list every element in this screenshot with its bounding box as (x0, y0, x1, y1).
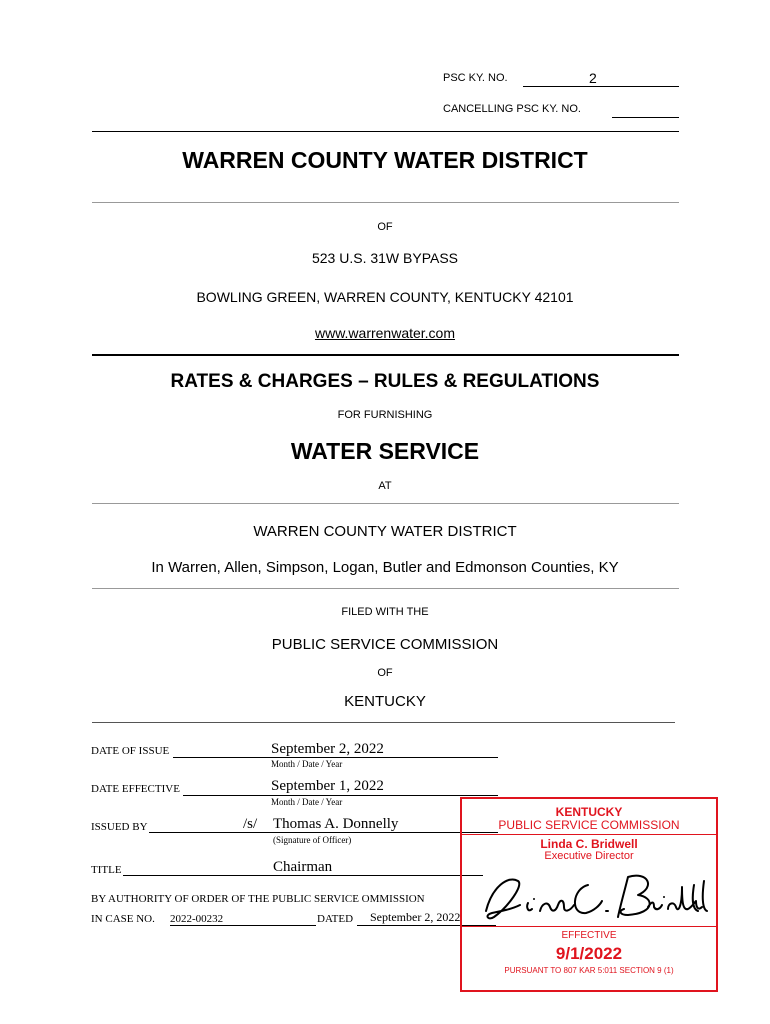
authority-text: BY AUTHORITY OF ORDER OF THE PUBLIC SERVICE OMMISSION (91, 893, 425, 905)
stamp-director-title: Executive Director (544, 850, 634, 862)
date-of-issue-hint: Month / Date / Year (271, 759, 343, 769)
psc-number-label: PSC KY. NO. (443, 72, 508, 84)
stamp-director-name: Linda C. Bridwell (540, 837, 638, 851)
date-effective-value: September 1, 2022 (271, 778, 384, 794)
address-line-1: 523 U.S. 31W BYPASS (311, 250, 459, 266)
at-label: AT (378, 480, 392, 492)
address-line-2: BOWLING GREEN, WARREN COUNTY, KENTUCKY 42101 (196, 289, 574, 305)
district-name: WARREN COUNTY WATER DISTRICT (253, 523, 517, 540)
title-value: Chairman (273, 859, 333, 875)
director-signature (478, 867, 708, 927)
of-label: OF (377, 221, 393, 233)
issued-by-label: ISSUED BY (91, 821, 148, 833)
of-label-2: OF (377, 667, 393, 679)
psc-number-underline (523, 86, 679, 87)
service-heading: WATER SERVICE (290, 438, 480, 464)
stamp-effective-label: EFFECTIVE (561, 930, 617, 941)
rates-heading: RATES & CHARGES – RULES & REGULATIONS (170, 371, 600, 392)
issued-by-signature: /s/ (243, 816, 258, 832)
dated-label: DATED (317, 913, 354, 925)
title-label: TITLE (91, 864, 122, 876)
filed-with-label: FILED WITH THE (341, 606, 429, 618)
dated-value: September 2, 2022 (370, 910, 461, 924)
signature-hint: (Signature of Officer) (273, 835, 352, 845)
stamp-divider-2 (462, 926, 716, 927)
commission-name: PUBLIC SERVICE COMMISSION (271, 636, 499, 653)
date-of-issue-label: DATE OF ISSUE (91, 745, 170, 757)
psc-approval-stamp (460, 797, 718, 992)
date-of-issue-value: September 2, 2022 (271, 741, 384, 757)
cancelling-underline (612, 117, 679, 118)
date-effective-label: DATE EFFECTIVE (91, 783, 180, 795)
website-link[interactable]: www.warrenwater.com (314, 325, 456, 341)
divider-5 (92, 722, 675, 723)
utility-name: WARREN COUNTY WATER DISTRICT (182, 147, 588, 173)
stamp-commission: PUBLIC SERVICE COMMISSION (498, 818, 680, 832)
date-effective-underline (183, 795, 498, 796)
divider-4 (92, 588, 679, 589)
stamp-effective-date: 9/1/2022 (555, 944, 623, 963)
case-number-label: IN CASE NO. (91, 913, 155, 925)
header-divider (92, 131, 679, 132)
date-effective-hint: Month / Date / Year (271, 797, 343, 807)
case-number-underline (170, 925, 316, 926)
case-number-value: 2022-00232 (170, 913, 224, 925)
for-furnishing-label: FOR FURNISHING (337, 409, 433, 421)
cancelling-label: CANCELLING PSC KY. NO. (443, 103, 581, 115)
stamp-state: KENTUCKY (555, 805, 623, 819)
stamp-pursuant: PURSUANT TO 807 KAR 5:011 SECTION 9 (1) (504, 966, 674, 975)
issued-by-value: Thomas A. Donnelly (273, 816, 399, 832)
divider-2 (92, 354, 679, 356)
state-name: KENTUCKY (344, 693, 426, 710)
stamp-divider-1 (462, 834, 716, 835)
divider-3 (92, 503, 679, 504)
counties-text: In Warren, Allen, Simpson, Logan, Butler and Edmonson Counties, KY (151, 559, 619, 576)
divider-1 (92, 202, 679, 203)
psc-number-value: 2 (589, 70, 597, 86)
